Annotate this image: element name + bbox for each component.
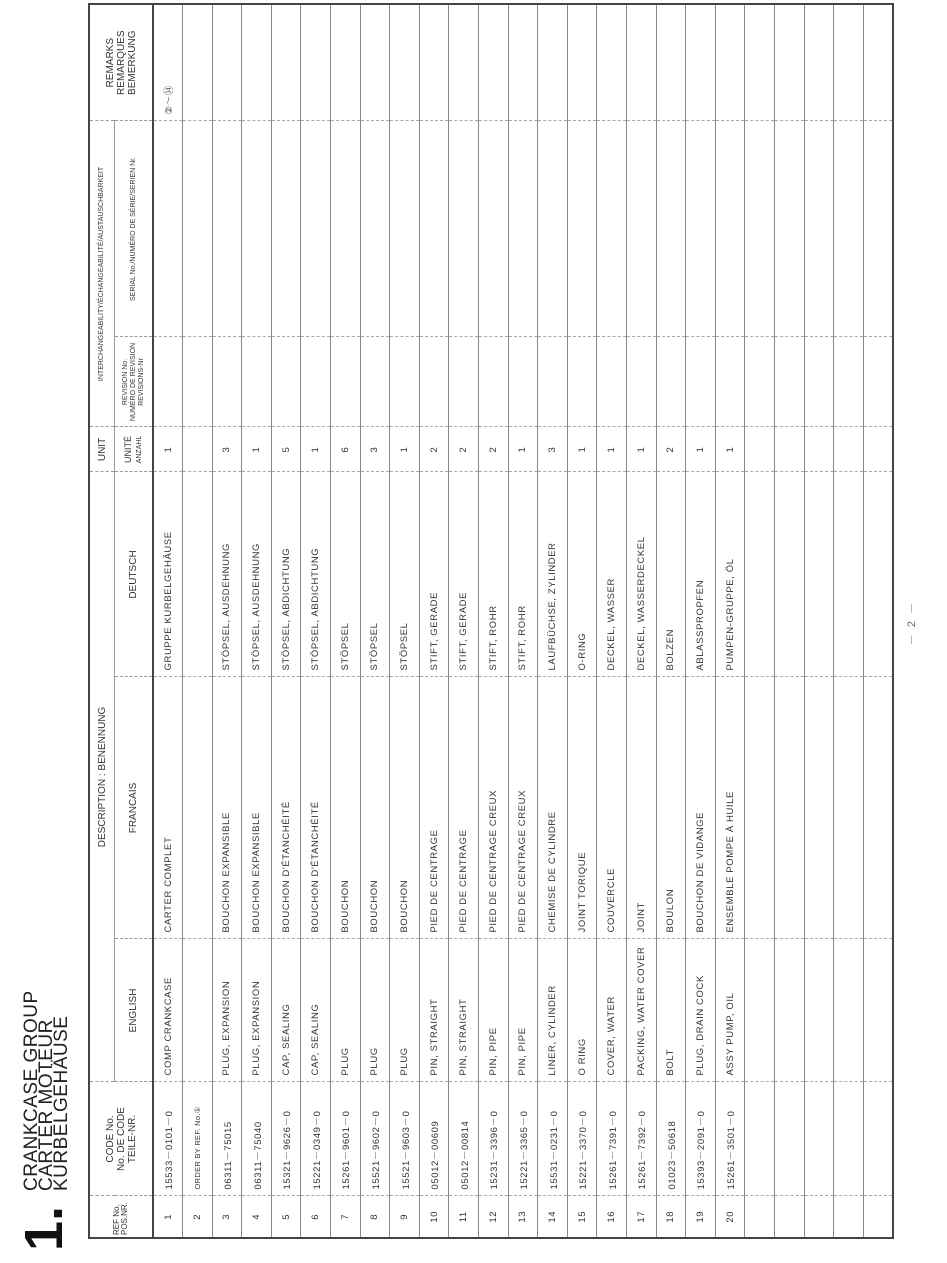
francais-cell: BOULON (656, 677, 686, 939)
unit-cell: 3 (538, 427, 568, 472)
francais-cell (774, 677, 804, 939)
deutsch-cell: LAUFBÜCHSE, ZYLINDER (538, 472, 568, 677)
ref-cell (745, 1196, 775, 1238)
revision-cell (360, 337, 390, 427)
remarks-cell (419, 4, 449, 121)
table-row (597, 4, 627, 1238)
remarks-cell (774, 4, 804, 121)
title-french: CARTER MOTEUR (36, 1019, 57, 1191)
code-cell: 15533－0101－0 (153, 1082, 183, 1196)
deutsch-cell (804, 472, 834, 677)
remarks-cell (656, 4, 686, 121)
table-row (449, 4, 479, 1238)
remarks-cell (479, 4, 509, 121)
revision-cell (627, 337, 657, 427)
revision-cell (331, 337, 361, 427)
deutsch-cell: STÖPSEL, ABDICHTUNG (301, 472, 331, 677)
code-cell: 05012－00609 (419, 1082, 449, 1196)
ref-cell: 17 (627, 1196, 657, 1238)
deutsch-cell: O-RING (567, 472, 597, 677)
unit-cell (183, 427, 213, 472)
francais-cell: BOUCHON D'ÉTANCHÉITÉ (301, 677, 331, 939)
ref-cell: 10 (419, 1196, 449, 1238)
table-row (567, 4, 597, 1238)
header-ref: REF No. POS.NR. (89, 1196, 153, 1238)
revision-cell (715, 337, 745, 427)
english-cell: PIN, STRAIGHT (449, 939, 479, 1082)
serial-cell (567, 121, 597, 337)
serial-cell (390, 121, 420, 337)
title-german: KURBELGEHÄUSE (51, 1015, 72, 1191)
ref-cell: 6 (301, 1196, 331, 1238)
table-row (242, 4, 272, 1238)
ref-cell: 5 (271, 1196, 301, 1238)
revision-cell (863, 337, 893, 427)
serial-cell (479, 121, 509, 337)
revision-cell (183, 337, 213, 427)
revision-cell (745, 337, 775, 427)
table-row (390, 4, 420, 1238)
deutsch-cell: GRUPPE KURBELGEHÄUSE (153, 472, 183, 677)
unit-cell (804, 427, 834, 472)
deutsch-cell (745, 472, 775, 677)
revision-cell (242, 337, 272, 427)
unit-cell: 1 (597, 427, 627, 472)
deutsch-cell: DECKEL, WASSER (597, 472, 627, 677)
header-revision: REVISION No. NUMÉRO DE REVISION REVISIONS-Nr (115, 337, 154, 427)
table-row (508, 4, 538, 1238)
revision-cell (538, 337, 568, 427)
francais-cell: CHEMISE DE CYLINDRE (538, 677, 568, 939)
ref-cell (834, 1196, 864, 1238)
english-cell (183, 939, 213, 1082)
ref-cell: 7 (331, 1196, 361, 1238)
francais-cell: ENSEMBLE POMPE À HUILE (715, 677, 745, 939)
serial-cell (153, 121, 183, 337)
serial-cell (183, 121, 213, 337)
title-english: CRANKCASE GROUP (21, 990, 42, 1191)
remarks-cell (183, 4, 213, 121)
serial-cell (331, 121, 361, 337)
english-cell: PACKING, WATER COVER (627, 939, 657, 1082)
serial-cell (360, 121, 390, 337)
code-cell: 15521－9603－0 (390, 1082, 420, 1196)
deutsch-cell: PUMPEN-GRUPPE, ÖL (715, 472, 745, 677)
ref-cell: 20 (715, 1196, 745, 1238)
code-cell: 15521－9602－0 (360, 1082, 390, 1196)
table-row (686, 4, 716, 1238)
revision-cell (390, 337, 420, 427)
francais-cell: JOINT TORIQUE (567, 677, 597, 939)
table-row (212, 4, 242, 1238)
english-cell: PLUG, EXPANSION (242, 939, 272, 1082)
unit-cell: 3 (212, 427, 242, 472)
francais-cell: PIED DE CENTRAGE CREUX (479, 677, 509, 939)
francais-cell: PIED DE CENTRAGE (419, 677, 449, 939)
revision-cell (834, 337, 864, 427)
table-row (183, 4, 213, 1238)
ref-cell (774, 1196, 804, 1238)
deutsch-cell: STIFT, GERADE (419, 472, 449, 677)
ref-cell: 4 (242, 1196, 272, 1238)
table-row-blank (804, 4, 834, 1238)
serial-cell (449, 121, 479, 337)
code-cell: 01023－50618 (656, 1082, 686, 1196)
parts-rows (153, 4, 893, 1238)
francais-cell: BOUCHON DE VIDANGE (686, 677, 716, 939)
ref-cell: 19 (686, 1196, 716, 1238)
deutsch-cell (183, 472, 213, 677)
francais-cell (804, 677, 834, 939)
code-cell: 15261－7391－0 (597, 1082, 627, 1196)
table-row (627, 4, 657, 1238)
unit-cell: 2 (656, 427, 686, 472)
unit-cell: 1 (242, 427, 272, 472)
english-cell: PIN, PIPE (508, 939, 538, 1082)
ref-cell (863, 1196, 893, 1238)
english-cell: ASSY PUMP, OIL (715, 939, 745, 1082)
unit-cell (834, 427, 864, 472)
deutsch-cell: STÖPSEL, AUSDEHNUNG (242, 472, 272, 677)
unit-cell: 1 (627, 427, 657, 472)
english-cell: O RING (567, 939, 597, 1082)
francais-cell: BOUCHON (360, 677, 390, 939)
header-unit: UNIT (89, 427, 115, 472)
english-cell: PLUG, EXPANSION (212, 939, 242, 1082)
unit-cell: 2 (449, 427, 479, 472)
revision-cell (153, 337, 183, 427)
code-cell: 15221－0349－0 (301, 1082, 331, 1196)
remarks-cell (212, 4, 242, 121)
remarks-cell (538, 4, 568, 121)
serial-cell (271, 121, 301, 337)
serial-cell (538, 121, 568, 337)
francais-cell (745, 677, 775, 939)
serial-cell (508, 121, 538, 337)
revision-cell (212, 337, 242, 427)
table-row-blank (863, 4, 893, 1238)
header-code: CODE No. No. DE CODE TEILE-NR. (89, 1082, 153, 1196)
remarks-cell (686, 4, 716, 121)
serial-cell (627, 121, 657, 337)
header-remarks: REMARKS REMARQUES BEMERKUNG (89, 4, 153, 121)
deutsch-cell: STIFT, ROHR (479, 472, 509, 677)
table-row (153, 4, 183, 1238)
serial-cell (863, 121, 893, 337)
english-cell: CAP, SEALING (301, 939, 331, 1082)
code-cell: 15221－3370－0 (567, 1082, 597, 1196)
serial-cell (212, 121, 242, 337)
ref-cell: 14 (538, 1196, 568, 1238)
table-row (656, 4, 686, 1238)
english-cell: PLUG, DRAIN COCK (686, 939, 716, 1082)
serial-cell (656, 121, 686, 337)
remarks-cell (863, 4, 893, 121)
francais-cell (834, 677, 864, 939)
table-row-blank (834, 4, 864, 1238)
english-cell: LINER, CYLINDER (538, 939, 568, 1082)
remarks-cell (449, 4, 479, 121)
serial-cell (715, 121, 745, 337)
code-cell (745, 1082, 775, 1196)
ref-cell (804, 1196, 834, 1238)
section-number: 1. (14, 1205, 74, 1251)
revision-cell (656, 337, 686, 427)
serial-cell (804, 121, 834, 337)
header-francais: FRANCAIS (115, 677, 154, 939)
english-cell: PLUG (360, 939, 390, 1082)
unit-cell: 1 (301, 427, 331, 472)
unit-cell: 1 (567, 427, 597, 472)
code-cell: 15261－7392－0 (627, 1082, 657, 1196)
deutsch-cell: STIFT, ROHR (508, 472, 538, 677)
revision-cell (567, 337, 597, 427)
table-row (715, 4, 745, 1238)
english-cell: CAP, SEALING (271, 939, 301, 1082)
deutsch-cell (834, 472, 864, 677)
ref-cell: 13 (508, 1196, 538, 1238)
ref-cell: 1 (153, 1196, 183, 1238)
revision-cell (271, 337, 301, 427)
deutsch-cell: STÖPSEL, AUSDEHNUNG (212, 472, 242, 677)
serial-cell (774, 121, 804, 337)
code-cell: 15393－2091－0 (686, 1082, 716, 1196)
revision-cell (419, 337, 449, 427)
remarks-cell (627, 4, 657, 121)
serial-cell (301, 121, 331, 337)
deutsch-cell: DECKEL, WASSERDECKEL (627, 472, 657, 677)
serial-cell (686, 121, 716, 337)
remarks-cell (745, 4, 775, 121)
table-row (419, 4, 449, 1238)
unit-cell: 6 (331, 427, 361, 472)
revision-cell (774, 337, 804, 427)
code-cell: 15261－9601－0 (331, 1082, 361, 1196)
deutsch-cell (863, 472, 893, 677)
remarks-cell (360, 4, 390, 121)
unit-cell: 1 (390, 427, 420, 472)
ref-cell: 3 (212, 1196, 242, 1238)
code-cell: 06311－75015 (212, 1082, 242, 1196)
revision-cell (301, 337, 331, 427)
ref-cell: 18 (656, 1196, 686, 1238)
francais-cell: BOUCHON EXPANSIBLE (242, 677, 272, 939)
francais-cell: BOUCHON D'ÉTANCHÉITÉ (271, 677, 301, 939)
unit-cell (774, 427, 804, 472)
revision-cell (479, 337, 509, 427)
serial-cell (745, 121, 775, 337)
ref-cell: 15 (567, 1196, 597, 1238)
remarks-cell (331, 4, 361, 121)
ref-cell: 12 (479, 1196, 509, 1238)
francais-cell: BOUCHON (331, 677, 361, 939)
table-row (301, 4, 331, 1238)
english-cell: BOLT (656, 939, 686, 1082)
remarks-cell (804, 4, 834, 121)
english-cell: PLUG (390, 939, 420, 1082)
remarks-cell (508, 4, 538, 121)
parts-table (88, 3, 894, 1239)
code-cell: 05012－00814 (449, 1082, 479, 1196)
section-title (21, 990, 72, 1191)
code-cell (774, 1082, 804, 1196)
remarks-cell (242, 4, 272, 121)
english-cell: PIN, STRAIGHT (419, 939, 449, 1082)
code-cell: ORDER BY REF. No.① (183, 1082, 213, 1196)
deutsch-cell: STÖPSEL (331, 472, 361, 677)
header-unit-sub: UNITÉ ANZAHL (115, 427, 154, 472)
table-row (538, 4, 568, 1238)
revision-cell (597, 337, 627, 427)
unit-cell: 1 (715, 427, 745, 472)
english-cell: PLUG (331, 939, 361, 1082)
deutsch-cell: BOLZEN (656, 472, 686, 677)
serial-cell (419, 121, 449, 337)
francais-cell: BOUCHON (390, 677, 420, 939)
deutsch-cell: STÖPSEL, ABDICHTUNG (271, 472, 301, 677)
table-row-blank (774, 4, 804, 1238)
francais-cell: COUVERCLE (597, 677, 627, 939)
francais-cell: PIED DE CENTRAGE (449, 677, 479, 939)
code-cell: 06311－75040 (242, 1082, 272, 1196)
deutsch-cell: STÖPSEL (390, 472, 420, 677)
unit-cell: 1 (508, 427, 538, 472)
ref-cell: 2 (183, 1196, 213, 1238)
english-cell (804, 939, 834, 1082)
revision-cell (508, 337, 538, 427)
unit-cell (745, 427, 775, 472)
header-serial: SERIAL No./NUMÉRO DE SÉRIE/SERIEN Nr. (115, 121, 154, 337)
remarks-cell (390, 4, 420, 121)
unit-cell: 2 (479, 427, 509, 472)
unit-cell (863, 427, 893, 472)
code-cell (834, 1082, 864, 1196)
ref-cell: 8 (360, 1196, 390, 1238)
table-row-blank (745, 4, 775, 1238)
table-row (360, 4, 390, 1238)
code-cell: 15321－9626－0 (271, 1082, 301, 1196)
serial-cell (834, 121, 864, 337)
francais-cell (863, 677, 893, 939)
code-cell: 15531－0231－0 (538, 1082, 568, 1196)
table-row (479, 4, 509, 1238)
unit-cell: 1 (153, 427, 183, 472)
header-english: ENGLISH (115, 939, 154, 1082)
unit-cell: 5 (271, 427, 301, 472)
remarks-cell (271, 4, 301, 121)
deutsch-cell: STÖPSEL (360, 472, 390, 677)
table-row (331, 4, 361, 1238)
francais-cell: CARTER COMPLET (153, 677, 183, 939)
serial-cell (242, 121, 272, 337)
deutsch-cell: ABLASSPROPFEN (686, 472, 716, 677)
deutsch-cell (774, 472, 804, 677)
francais-cell: BOUCHON EXPANSIBLE (212, 677, 242, 939)
remarks-cell: ②～⑭ (153, 4, 183, 121)
code-cell: 15231－3396－0 (479, 1082, 509, 1196)
header-interchangeability: INTERCHANGEABILITY/ÉCHANGEABILITÉ/AUSTAUSCHBARKEIT (89, 121, 115, 427)
serial-cell (597, 121, 627, 337)
code-cell: 15221－3365－0 (508, 1082, 538, 1196)
remarks-cell (834, 4, 864, 121)
english-cell: COMP CRANKCASE (153, 939, 183, 1082)
english-cell (745, 939, 775, 1082)
ref-cell: 11 (449, 1196, 479, 1238)
english-cell (774, 939, 804, 1082)
code-cell (804, 1082, 834, 1196)
english-cell (863, 939, 893, 1082)
table-row (271, 4, 301, 1238)
revision-cell (804, 337, 834, 427)
francais-cell (183, 677, 213, 939)
english-cell (834, 939, 864, 1082)
remarks-cell (567, 4, 597, 121)
deutsch-cell: STIFT, GERADE (449, 472, 479, 677)
english-cell: COVER, WATER (597, 939, 627, 1082)
revision-cell (686, 337, 716, 427)
unit-cell: 1 (686, 427, 716, 472)
header-description: DESCRIPTION : BENENNUNG (89, 472, 115, 1082)
revision-cell (449, 337, 479, 427)
remarks-cell (597, 4, 627, 121)
unit-cell: 2 (419, 427, 449, 472)
ref-cell: 9 (390, 1196, 420, 1238)
francais-cell: JOINT (627, 677, 657, 939)
remarks-cell (301, 4, 331, 121)
unit-cell: 3 (360, 427, 390, 472)
page-number: － 2 － (906, 600, 918, 646)
english-cell: PIN, PIPE (479, 939, 509, 1082)
ref-cell: 16 (597, 1196, 627, 1238)
header-deutsch: DEUTSCH (115, 472, 154, 677)
remarks-cell (715, 4, 745, 121)
francais-cell: PIED DE CENTRAGE CREUX (508, 677, 538, 939)
code-cell (863, 1082, 893, 1196)
code-cell: 15261－3501－0 (715, 1082, 745, 1196)
